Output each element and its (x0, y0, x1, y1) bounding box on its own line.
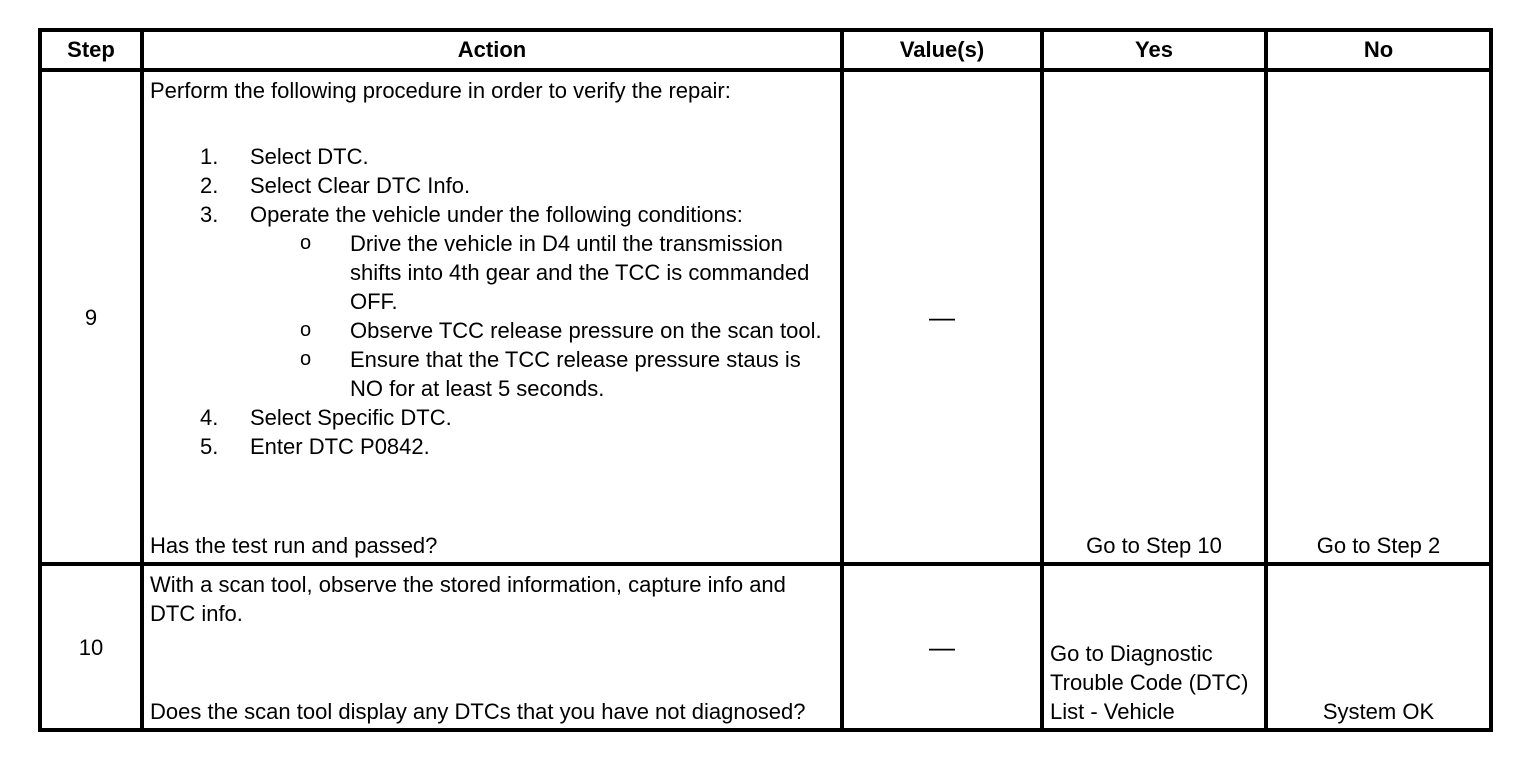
procedure-step (150, 432, 834, 461)
header-step: Step (40, 30, 142, 70)
value-cell: — (842, 70, 1042, 564)
table-row-step-10 (40, 564, 1491, 730)
no-cell: Go to Step 2 (1266, 70, 1491, 564)
action-cell (142, 70, 842, 564)
procedure-step (150, 171, 834, 200)
condition-item (250, 345, 834, 403)
no-cell: System OK (1266, 564, 1491, 730)
diagnostic-table-container (38, 28, 1489, 732)
action-cell (142, 564, 842, 730)
yes-cell: Go to Step 10 (1042, 70, 1266, 564)
spacer (150, 461, 834, 531)
condition-text: Drive the vehicle in D4 until the transmission shifts into 4th gear and the TCC is commanded OFF. (350, 231, 810, 314)
header-action: Action (142, 30, 842, 70)
step-text: Enter DTC P0842. (250, 434, 430, 459)
spacer (150, 628, 834, 697)
bullet-icon: o (300, 232, 312, 254)
condition-list (250, 229, 834, 403)
procedure-step (150, 200, 834, 403)
header-yes: Yes (1042, 30, 1266, 70)
condition-text: Observe TCC release pressure on the scan tool. (350, 318, 822, 343)
yes-cell: Go to Diagnostic Trouble Code (DTC) List - Vehicle (1042, 564, 1266, 730)
action-intro: Perform the following procedure in order to verify the repair: (150, 78, 731, 103)
header-values: Value(s) (842, 30, 1042, 70)
step-index: 2. (200, 173, 219, 198)
step-index: 3. (200, 202, 219, 227)
step-index: 4. (200, 405, 219, 430)
action-intro: With a scan tool, observe the stored information, capture info and DTC info. (150, 572, 786, 626)
header-row (40, 30, 1491, 70)
step-text: Select Clear DTC Info. (250, 173, 471, 198)
procedure-step (150, 403, 834, 432)
step-text: Operate the vehicle under the following conditions: (250, 202, 743, 227)
step-index: 1. (200, 144, 219, 169)
step-index: 5. (200, 434, 219, 459)
step-number: 10 (40, 564, 142, 730)
step-text: Select Specific DTC. (250, 405, 452, 430)
step-number: 9 (40, 70, 142, 564)
action-question: Does the scan tool display any DTCs that you have not diagnosed? (150, 699, 806, 724)
action-question: Has the test run and passed? (150, 533, 438, 558)
diagnostic-table (38, 28, 1493, 732)
step-text: Select DTC. (250, 144, 369, 169)
value-cell: — (842, 564, 1042, 730)
bullet-icon: o (300, 319, 312, 341)
table-row-step-9 (40, 70, 1491, 564)
procedure-list (150, 142, 834, 461)
condition-item (250, 316, 834, 345)
procedure-step (150, 142, 834, 171)
bullet-icon: o (300, 348, 312, 370)
header-no: No (1266, 30, 1491, 70)
condition-item (250, 229, 834, 316)
condition-text: Ensure that the TCC release pressure staus is NO for at least 5 seconds. (350, 347, 801, 401)
